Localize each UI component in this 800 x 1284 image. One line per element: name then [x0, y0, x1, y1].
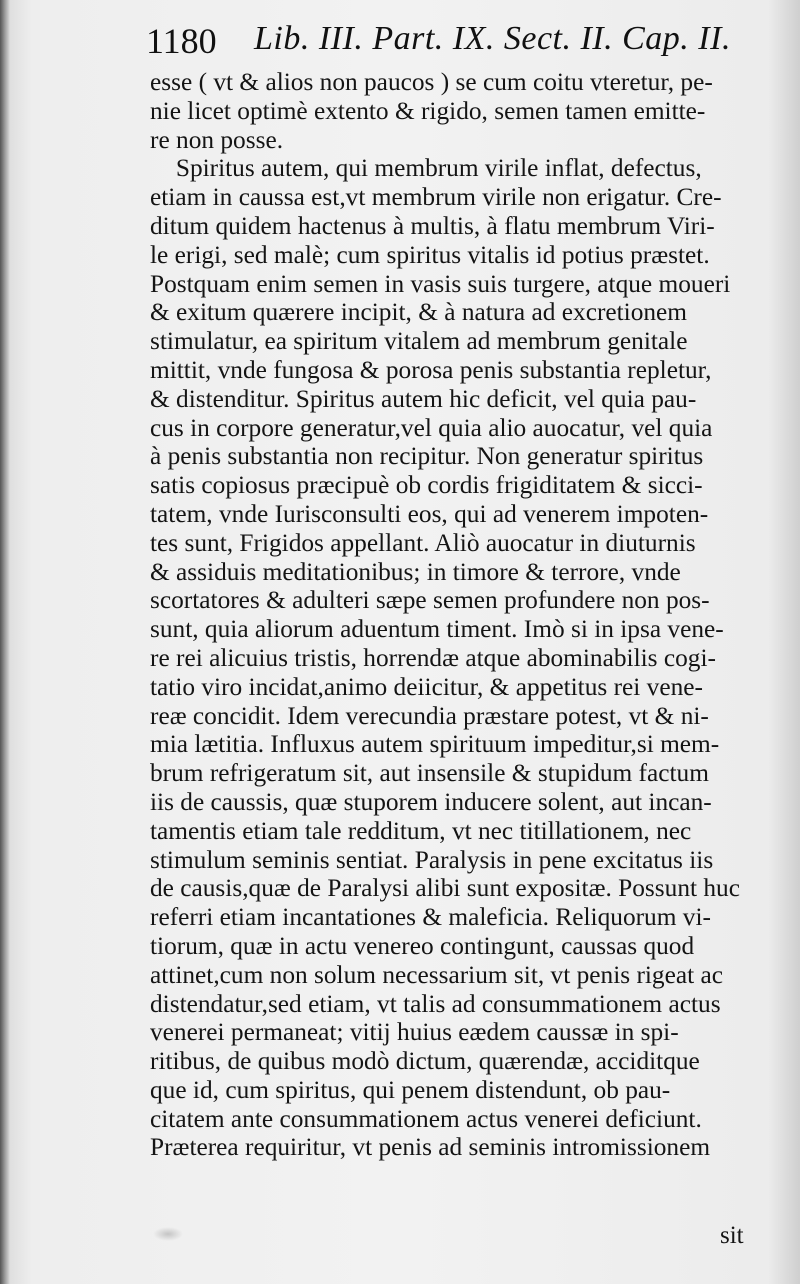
- text-line: de causis,quæ de Paralysi alibi sunt expositæ. Possunt huc: [150, 873, 741, 903]
- text-line: que id, cum spiritus, qui penem distendunt, ob pau-: [150, 1074, 671, 1104]
- page-number: 1180: [146, 21, 217, 61]
- text-line: Spiritus autem, qui membrum virile inflat, defectus,: [175, 153, 702, 183]
- text-line: etiam in caussa est,vt membrum virile non erigatur. Cre-: [150, 182, 722, 212]
- text-line: le erigi, sed malè; cum spiritus vitalis id potius præstet.: [150, 239, 710, 269]
- text-line: ritibus, de quibus modò dictum, quærendæ, acciditque: [150, 1046, 700, 1076]
- text-line: venerei permaneat; vitij huius eædem caussæ in spi-: [150, 1017, 679, 1047]
- text-line: tatio viro incidat,animo deiicitur, & appetitus rei vene-: [150, 671, 703, 701]
- catchword: sit: [720, 1222, 744, 1249]
- ink-blot: [153, 1227, 183, 1241]
- text-line: tamentis etiam tale redditum, vt nec titillationem, nec: [150, 815, 692, 845]
- text-line: re rei alicuius tristis, horrendæ atque abominabilis cogi-: [150, 642, 716, 672]
- text-line: esse ( vt & alios non paucos ) se cum coitu vteretur, pe-: [150, 67, 713, 96]
- text-line: tes sunt, Frigidos appellant. Aliò auocatur in diuturnis: [150, 527, 696, 557]
- text-line: sunt, quia aliorum aduentum timent. Imò si in ipsa vene-: [150, 614, 724, 644]
- text-line: Postquam enim semen in vasis suis turgere, atque moueri: [150, 268, 731, 298]
- text-line: stimulatur, ea spiritum vitalem ad membrum genitale: [150, 326, 688, 356]
- text-line: cus in corpore generatur,vel quia alio auocatur, vel quia: [150, 412, 713, 442]
- text-line: & exitum quærere incipit, & à natura ad excretionem: [150, 297, 688, 327]
- text-line: reæ concidit. Idem verecundia præstare potest, vt & ni-: [150, 700, 709, 730]
- text-line: tatem, vnde Iurisconsulti eos, qui ad venerem impoten-: [150, 498, 709, 528]
- page-header: [146, 14, 786, 64]
- text-line: & distenditur. Spiritus autem hic deficit, vel quia pau-: [150, 383, 697, 413]
- text-line: distendatur,sed etiam, vt talis ad consummationem actus: [150, 988, 721, 1018]
- text-line: à penis substantia non recipitur. Non generatur spiritus: [150, 441, 704, 471]
- text-line: iis de caussis, quæ stuporem inducere solent, aut incan-: [150, 786, 712, 816]
- body-text: [150, 68, 790, 1162]
- text-line: tiorum, quæ in actu venereo contingunt, caussas quod: [150, 930, 695, 960]
- text-line: referri etiam incantationes & maleficia. Reliquorum vi-: [150, 902, 711, 932]
- text-line: & assiduis meditationibus; in timore & terrore, vnde: [150, 556, 681, 586]
- text-line: brum refrigeratum sit, aut insensile & stupidum factum: [150, 758, 709, 788]
- text-line: stimulum seminis sentiat. Paralysis in pene excitatus iis: [150, 844, 714, 874]
- text-line: attinet,cum non solum necessarium sit, vt penis rigeat ac: [150, 959, 723, 989]
- text-line: ditum quidem hactenus à multis, à flatu membrum Viri-: [150, 210, 715, 240]
- running-title: Lib. III. Part. IX. Sect. II. Cap. II.: [254, 20, 731, 57]
- text-line: mittit, vnde fungosa & porosa penis substantia repletur,: [150, 354, 712, 384]
- text-line: satis copiosus præcipuè ob cordis frigiditatem & sicci-: [150, 470, 703, 500]
- text-line: Præterea requiritur, vt penis ad seminis intromissionem: [150, 1132, 711, 1162]
- text-line: citatem ante consummationem actus venerei deficiunt.: [150, 1103, 702, 1133]
- text-line: mia lætitia. Influxus autem spirituum impeditur,si mem-: [150, 729, 720, 759]
- text-line: scortatores & adulteri sæpe semen profundere non pos-: [150, 585, 710, 615]
- page-gutter-shadow: [0, 0, 10, 1284]
- text-line: nie licet optimè extento & rigido, semen tamen emitte-: [150, 95, 706, 125]
- text-line: re non posse.: [150, 124, 284, 154]
